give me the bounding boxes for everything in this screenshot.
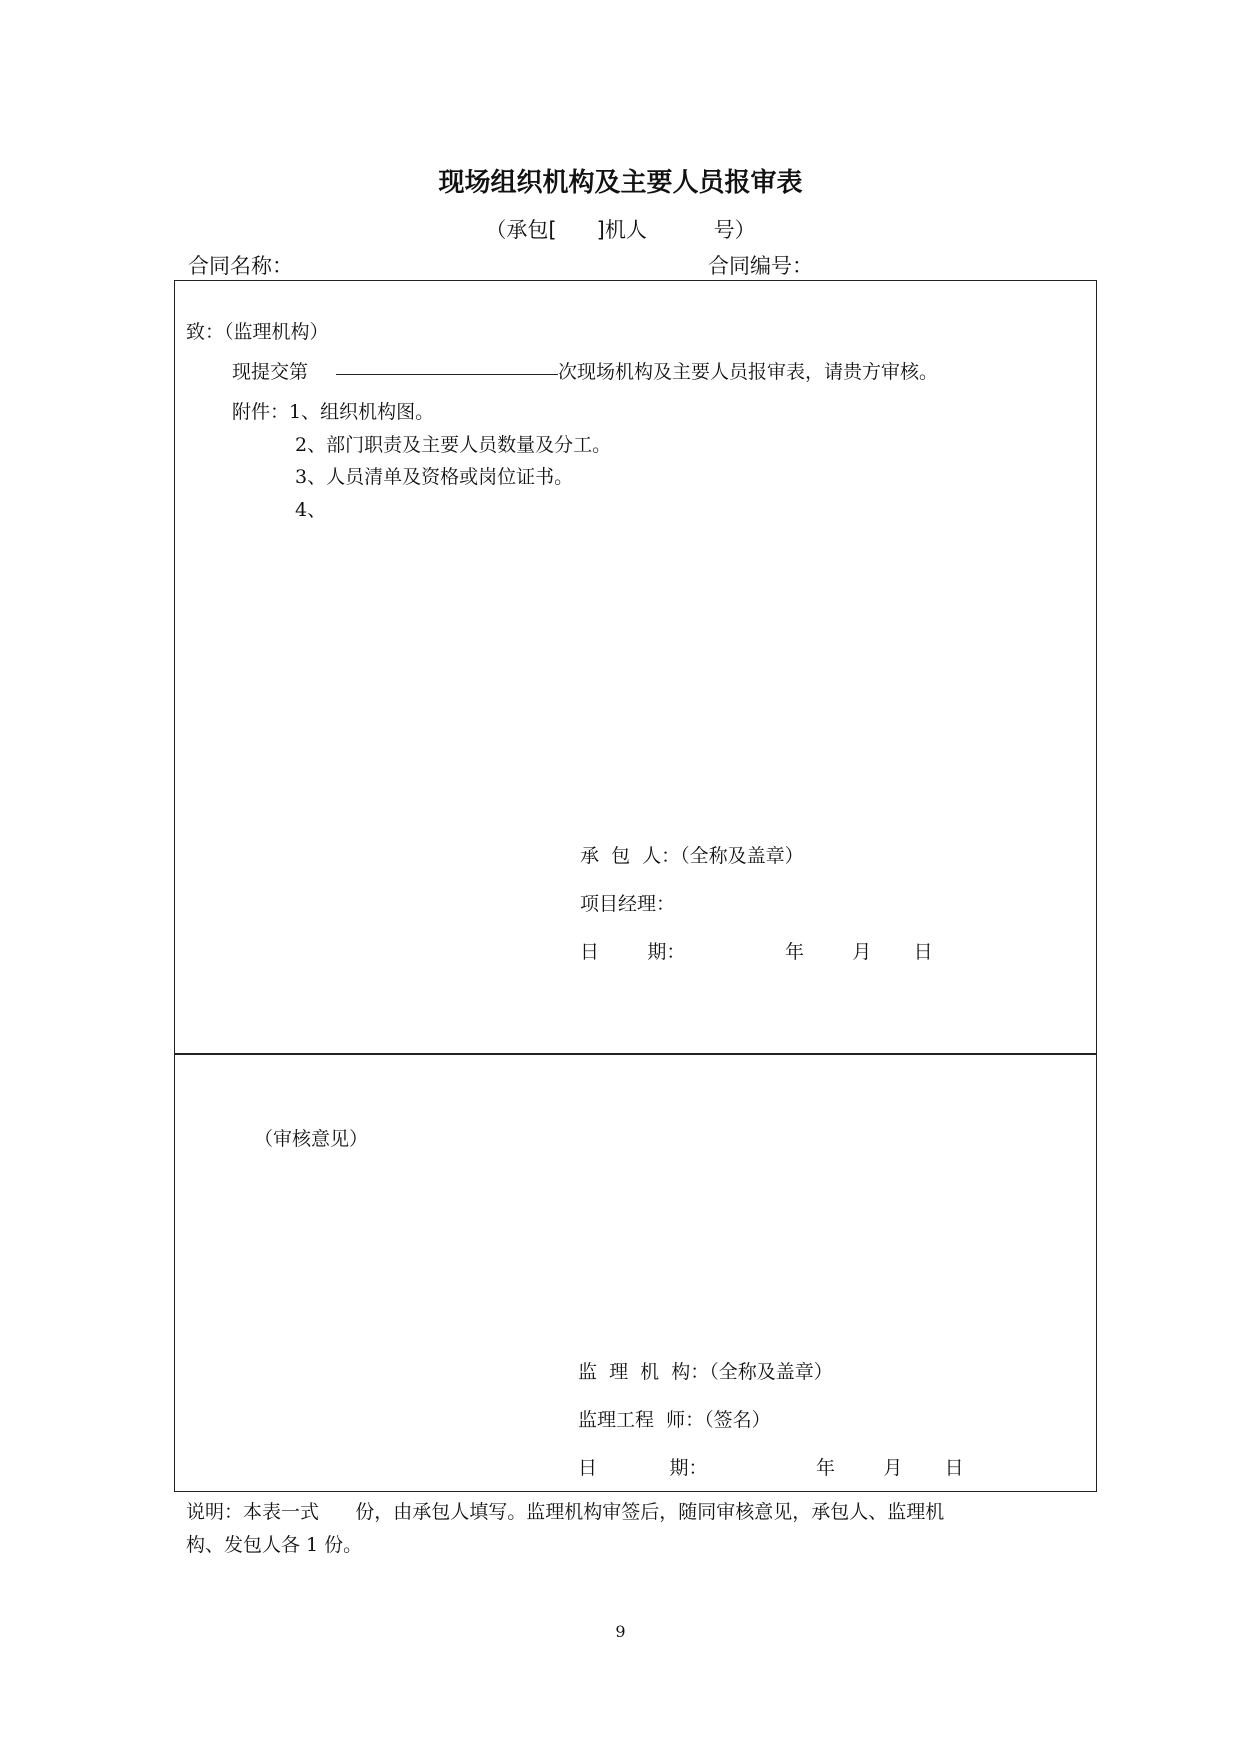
submission-date-label: 日 期： xyxy=(580,941,686,963)
attachment-item-2: 2、部门职责及主要人员数量及分工。 xyxy=(295,434,612,456)
supervision-org-label: 监 理 机 构：（全称及盖章） xyxy=(578,1361,833,1383)
submission-date-parts: 年 月 日 xyxy=(785,941,933,963)
attachments-label: 附件：1、组织机构图。 xyxy=(232,401,435,423)
review-opinion-label: （审核意见） xyxy=(254,1128,369,1150)
note-line-1: 说明：本表一式 份，由承包人填写。监理机构审签后，随同审核意见，承包人、监理机 xyxy=(186,1501,945,1523)
submission-count-blank[interactable] xyxy=(336,374,558,375)
attachment-item-3: 3、人员清单及资格或岗位证书。 xyxy=(295,466,574,488)
review-date-label: 日 期： xyxy=(578,1457,708,1479)
contract-name-label: 合同名称： xyxy=(188,254,293,278)
form-subtitle: （承包[ ]机人 号） xyxy=(485,218,756,242)
contractor-label: 承 包 人：（全称及盖章） xyxy=(580,845,804,867)
note-line-2: 构、发包人各 1 份。 xyxy=(186,1534,363,1556)
contract-number-label: 合同编号： xyxy=(708,254,813,278)
addressee-line: 致：（监理机构） xyxy=(186,321,329,343)
attachment-item-4: 4、 xyxy=(295,499,327,521)
form-title: 现场组织机构及主要人员报审表 xyxy=(438,168,803,198)
supervision-engineer-label: 监理工程 师：（签名） xyxy=(578,1409,771,1431)
submit-prefix: 现提交第 xyxy=(232,361,309,383)
review-date-parts: 年 月 日 xyxy=(816,1457,964,1479)
submit-suffix: 次现场机构及主要人员报审表，请贵方审核。 xyxy=(558,361,939,383)
project-manager-label: 项目经理： xyxy=(580,893,676,915)
page-number: 9 xyxy=(615,1622,626,1641)
